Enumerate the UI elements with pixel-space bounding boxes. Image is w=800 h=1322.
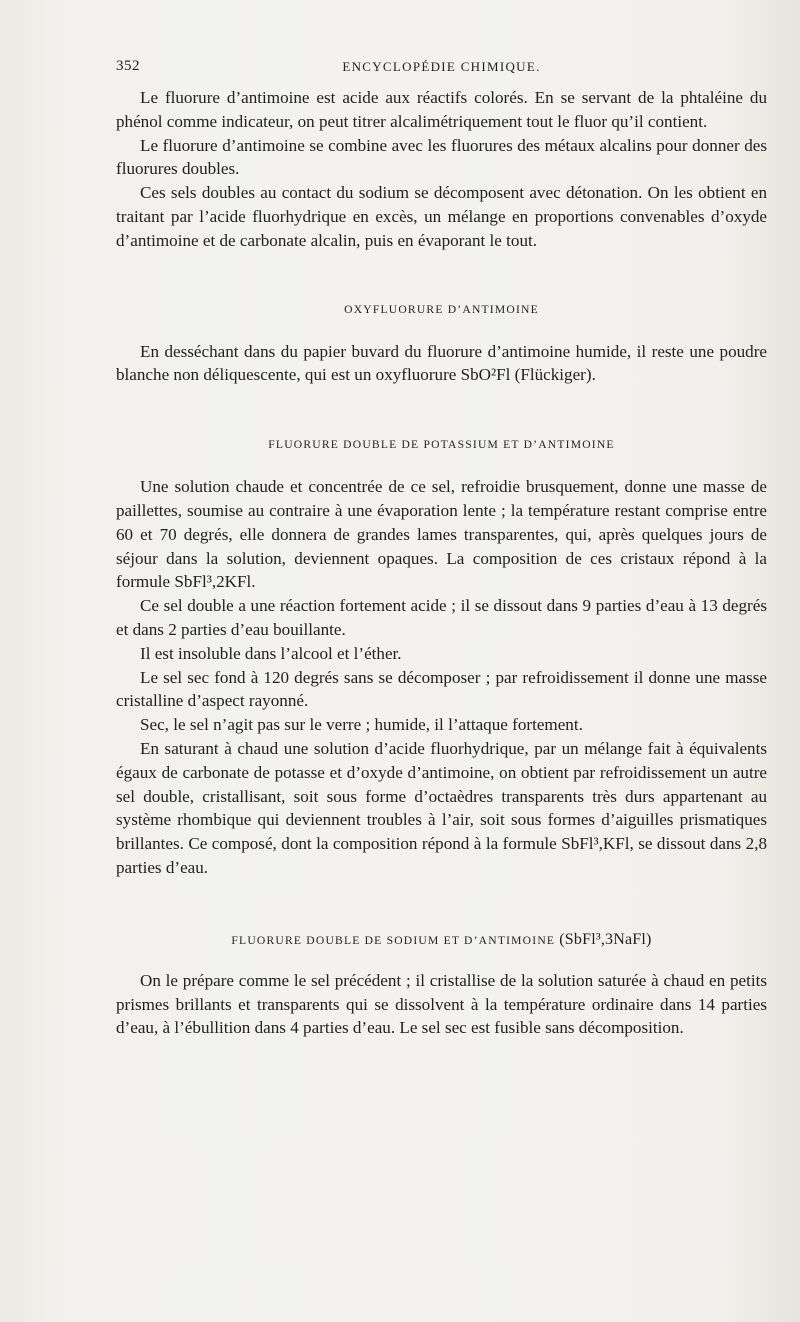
paragraph: Sec, le sel n’agit pas sur le verre ; humide, il l’attaque fortement. — [140, 715, 583, 735]
paragraph: Ce sel double a une réaction fortement acide ; il se dissout dans 9 parties d’eau à 13 degrés et dans 2 parties d’eau bouillante. — [116, 596, 767, 639]
page-body — [116, 86, 767, 1040]
paragraph: En saturant à chaud une solution d’acide fluorhydrique, par un mélange fait à équivalents égaux de carbonate de potasse et d’oxyde d’antimoine, on obtient par refroidissement un autre sel double, cristallisant, soit sous forme d’octaèdres transparents très durs appartenant au système rhombique qui deviennent troubles à l’air, soit sous formes d’aiguilles prismatiques brillantes. Ce composé, dont la composition répond à la formule SbFl³,KFl, se dissout dans 2,8 parties d’eau. — [116, 738, 767, 877]
paragraph: En desséchant dans du papier buvard du fluorure d’antimoine humide, il reste une poudre blanche non déliquescente, qui est un oxyfluorure SbO²Fl (Flückiger). — [116, 341, 767, 385]
section-heading-potassium: FLUORURE DOUBLE DE POTASSIUM ET D’ANTIMOINE — [268, 438, 615, 452]
section-heading-sodium-text: FLUORURE DOUBLE DE SODIUM ET D’ANTIMOINE — [231, 933, 556, 947]
paragraph: Le sel sec fond à 120 degrés sans se décomposer ; par refroidissement il donne une masse cristalline d’aspect rayonné. — [116, 667, 767, 711]
paragraph: Le fluorure d’antimoine se combine avec les fluorures des métaux alcalins pour donner des fluorures doubles. — [116, 135, 767, 179]
section-heading-formula: (SbFl³,3NaFl) — [559, 930, 652, 948]
paragraph: On le prépare comme le sel précédent ; il cristallise de la solution saturée à chaud en petits prismes brillants et transparents qui se dissolvent à la température ordinaire dans 14 parties d’eau, à l’ébullition dans 4 parties d’eau. Le sel sec est fusible sans décomposition. — [116, 970, 767, 1038]
page-header — [116, 58, 767, 78]
paragraph: Ces sels doubles au contact du sodium se décomposent avec détonation. On les obtient en traitant par l’acide fluorhydrique en excès, un mélange en proportions convenables d’oxyde d’antimoine et de carbonate alcalin, puis en évaporant le tout. — [116, 183, 767, 250]
paragraph: Il est insoluble dans l’alcool et l’éther. — [140, 643, 402, 663]
section-heading-sodium — [116, 930, 767, 951]
paragraph: Le fluorure d’antimoine est acide aux réactifs colorés. En se servant de la phtaléine du phénol comme indicateur, on peut titrer alcalimétriquement tout le fluor qu’il contient. — [116, 88, 767, 131]
paragraph: Une solution chaude et concentrée de ce sel, refroidie brusquement, donne une masse de paillettes, soumise au contraire à une évaporation lente ; la température restant comprise entre 60 et 70 degrés, elle donnera de grandes lames transparentes, qui, après quelques jours de séjour dans la solution, deviennent opaques. La composition de ces cristaux répond à la formule SbFl³,2KFl. — [116, 477, 767, 592]
section-heading-oxyfluorure: OXYFLUORURE D’ANTIMOINE — [344, 302, 539, 316]
running-title: ENCYCLOPÉDIE CHIMIQUE. — [342, 59, 541, 74]
page-number: 352 — [116, 58, 140, 74]
